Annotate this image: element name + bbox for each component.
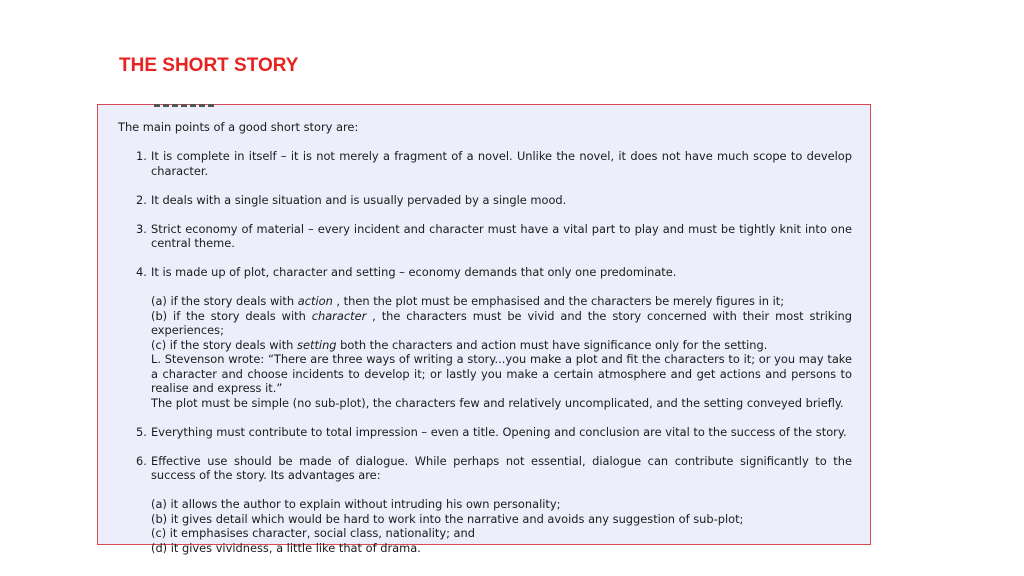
item-number: 1. [136, 149, 147, 163]
item-text: Effective use should be made of dialogue. While perhaps not essential, dialogue can contribute significantly to the success of the story. Its advantages are: [151, 453, 852, 482]
sub-list [151, 294, 852, 352]
item-text: It is complete in itself – it is not merely a fragment of a novel. Unlike the novel, it does not have much scope to develop character. [151, 149, 852, 178]
intro-text: The main points of a good short story are: [118, 120, 359, 134]
item-text: It is made up of plot, character and setting – economy demands that only one predominate. [151, 265, 677, 279]
emphasis: action [297, 294, 333, 308]
item-number: 5. [136, 424, 147, 439]
sub-item: (b) if the story deals with character , the characters must be vivid and the story concerned with their most striking experiences; [151, 308, 852, 337]
list-item [136, 425, 852, 440]
item-text: Everything must contribute to total impression – even a title. Opening and conclusion are vital to the success of the story. [151, 424, 847, 439]
list-item [136, 454, 852, 556]
sub-list [151, 497, 852, 555]
item-number: 4. [136, 265, 147, 279]
sub-item: (a) it allows the author to explain without intruding his own personality; [151, 497, 561, 511]
slide-title: THE SHORT STORY [119, 55, 299, 76]
sub-item: (b) it gives detail which would be hard to work into the narrative and avoids any suggestion of sub-plot; [151, 511, 744, 526]
closing-paragraph: The plot must be simple (no sub-plot), the characters few and relatively uncomplicated, and the setting conveyed briefly. [151, 395, 844, 410]
emphasis: setting [297, 337, 337, 352]
sub-item: (d) it gives vividness, a little like that of drama. [151, 540, 421, 555]
points-list [136, 149, 852, 570]
sub-item: (c) it emphasises character, social class, nationality; and [151, 526, 475, 540]
item-text: It deals with a single situation and is usually pervaded by a single mood. [151, 192, 567, 207]
list-item [136, 222, 852, 251]
emphasis: character [311, 308, 367, 323]
list-item [136, 193, 852, 208]
list-item [136, 265, 852, 410]
clipped-text-fragment [154, 96, 224, 108]
item-number: 3. [136, 221, 147, 236]
item-number: 2. [136, 192, 147, 207]
item-number: 6. [136, 453, 147, 468]
quote-paragraph: L. Stevenson wrote: “There are three ways of writing a story...you make a plot and fit the characters to it; or you may take a character and choose incidents to develop it; or lastly you make a certain atmosphere and get actions and persons to realise and express it.” [151, 352, 852, 395]
item-text: Strict economy of material – every incident and character must have a vital part to play and must be tightly knit into one central theme. [151, 221, 852, 250]
document-excerpt [97, 104, 871, 555]
sub-item: (c) if the story deals with setting both the characters and action must have significance only for the setting. [151, 337, 768, 352]
list-item [136, 149, 852, 178]
sub-item: (a) if the story deals with action , then the plot must be emphasised and the characters be merely figures in it; [151, 294, 785, 308]
